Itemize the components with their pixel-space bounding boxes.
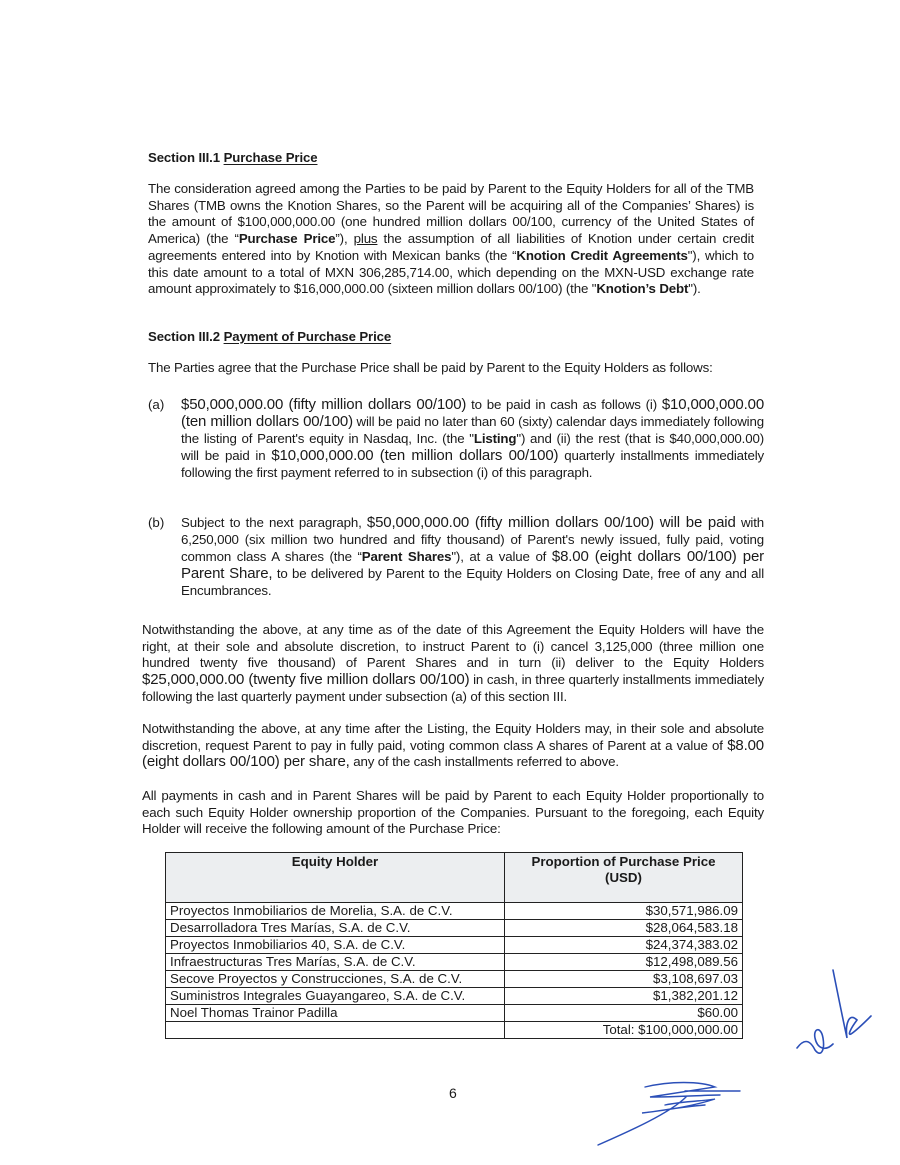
table-header-row [166,853,743,903]
item-text: Subject to the next paragraph, $50,000,000.00 (fifty million dollars 00/100) will be paid with 6,250,000 (six million two hundred and fifty thousand) of Parent's newly issued, fully paid, voting common class A shares (the “Parent Shares"), at a value of $8.00 (eight dollars 00/100) per Parent Share, to be delivered by Parent to the Equity Holders on Closing Date, free of any and all Encumbrances. [181,514,765,598]
holder-name: Secove Proyectos y Construcciones, S.A. de C.V. [166,971,505,988]
holder-name: Suministros Integrales Guayangareo, S.A. de C.V. [166,988,505,1005]
table-total-row [166,1022,743,1039]
table-row [166,920,743,937]
holder-amount: $28,064,583.18 [505,920,743,937]
section-number: Section III.1 [148,150,220,165]
table-row [166,903,743,920]
holder-amount: $1,382,201.12 [505,988,743,1005]
section-title: Payment of Purchase Price [223,329,392,344]
holder-amount: $24,374,383.02 [505,937,743,954]
holder-amount: $3,108,697.03 [505,971,743,988]
item-label: (b) [148,515,165,530]
signature-icon [590,1075,750,1150]
purchase-price-paragraph: The consideration agreed among the Parties to be paid by Parent to the Equity Holders for all of the TMB Shares (TMB owns the Knotion Shares, so the Parent will be acquiring all of the Companies’ Shares) is the amount of $100,000,000.00 (one hundred million dollars 00/100, currency of the United States of America) (the “Purchase Price”), plus the assumption of all liabilities of Knotion under certain credit agreements entered into by Knotion with Mexican banks (the “Knotion Credit Agreements"), which to this date amount to a total of MXN 306,285,714.00, which depending on the MXN-USD exchange rate amount approximately to $16,000,000.00 (sixteen million dollars 00/100) (the "Knotion’s Debt"). [148,181,754,297]
table-row [166,988,743,1005]
holder-amount: $60.00 [505,1005,743,1022]
section-number: Section III.2 [148,329,220,344]
holder-name: Infraestructuras Tres Marías, S.A. de C.V. [166,954,505,971]
notwithstanding-paragraph-2: Notwithstanding the above, at any time after the Listing, the Equity Holders may, in their sole and absolute discretion, request Parent to pay in fully paid, voting common class A shares of Parent at a value of $8.00 (eight dollars 00/100) per share, any of the cash installments referred to above. [142,721,764,771]
section-1-heading [148,150,317,165]
holder-name: Noel Thomas Trainor Padilla [166,1005,505,1022]
holder-amount: $30,571,986.09 [505,903,743,920]
section-title: Purchase Price [223,150,318,165]
holder-name: Desarrolladora Tres Marías, S.A. de C.V. [166,920,505,937]
equity-holder-table [165,852,743,1039]
empty-cell [166,1022,505,1039]
holder-name: Proyectos Inmobiliarios de Morelia, S.A. de C.V. [166,903,505,920]
initials-signature-icon [785,960,875,1070]
notwithstanding-paragraph-1: Notwithstanding the above, at any time as of the date of this Agreement the Equity Holders will have the right, at their sole and absolute discretion, to instruct Parent to (i) cancel 3,125,000 (three million one hundred twenty five thousand) of Parent Shares and in turn (ii) deliver to the Equity Holders $25,000,000.00 (twenty five million dollars 00/100) in cash, in three quarterly installments immediately following the last quarterly payment under subsection (a) of this section III. [142,622,765,704]
payment-intro: The Parties agree that the Purchase Price shall be paid by Parent to the Equity Holders as follows: [148,360,713,375]
holder-name: Proyectos Inmobiliarios 40, S.A. de C.V. [166,937,505,954]
item-label: (a) [148,397,165,412]
payments-paragraph: All payments in cash and in Parent Shares will be paid by Parent to each Equity Holder proportionally to each such Equity Holder ownership proportion of the Companies. Pursuant to the foregoing, each Equity Holder will receive the following amount of the Purchase Price: [142,788,764,837]
table-row [166,937,743,954]
table-row [166,954,743,971]
header-equity-holder: Equity Holder [166,853,505,903]
item-text: $50,000,000.00 (fifty million dollars 00/100) to be paid in cash as follows (i) $10,000,000.00 (ten million dollars 00/100) will be paid no later than 60 (sixty) calendar days immediately following the listing of Parent's equity in Nasdaq, Inc. (the "Listing") and (ii) the rest (that is $40,000,000.00) will be paid in $10,000,000.00 (ten million dollars 00/100) quarterly installments immediately following the first payment referred to in subsection (i) of this paragraph. [181,396,765,480]
holder-amount: $12,498,089.56 [505,954,743,971]
total-amount: Total: $100,000,000.00 [505,1022,743,1039]
header-proportion: Proportion of Purchase Price (USD) [505,853,743,903]
page-number: 6 [449,1085,457,1101]
table-row [166,1005,743,1022]
table-row [166,971,743,988]
section-2-heading [148,329,391,344]
